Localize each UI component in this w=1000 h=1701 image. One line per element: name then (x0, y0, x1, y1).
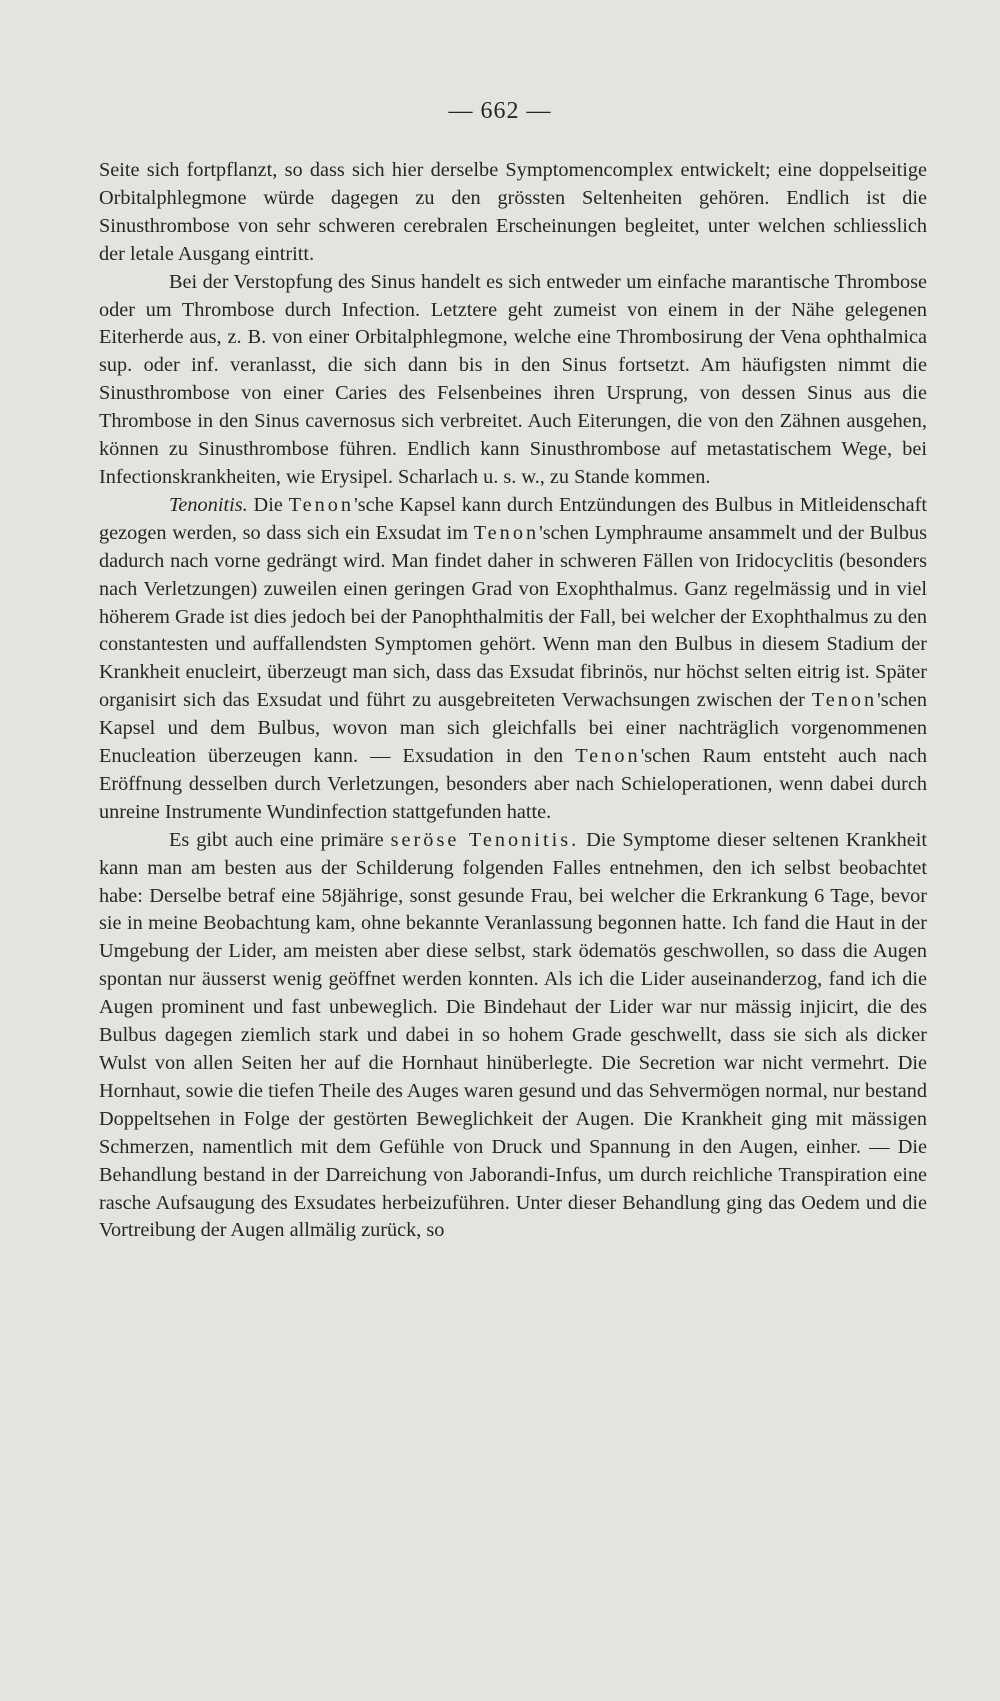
serous-tenonitis-term: seröse Tenonitis. (390, 828, 580, 851)
text-run: Es gibt auch eine primäre (169, 828, 391, 851)
text-run: Die (247, 493, 289, 516)
paragraph-serous-tenonitis (99, 827, 927, 1246)
text-run: 'sche Kapsel kann durch Entzündungen des Bulbus in Mitleidenschaft gezogen werden, so dass sich ein Exsudat im (99, 493, 927, 544)
text-run: 'schen Lymphraume ansammelt und der Bulbus dadurch nach vorne gedrängt wird. Man findet daher in schweren Fällen von Iridocyclitis (besonders nach Verletzungen) zuweilen einen geringen Grad von Exophthalmus. Ganz regelmässig und in viel höherem Grade ist dies jedoch bei der Panophthalmitis der Fall, bei welcher der Exophthalmus zu den constantesten und auffallendsten Symptomen gehört. Wenn man den Bulbus in diesem Stadium der Krankheit enucleirt, überzeugt man sich, dass das Exsudat fibrinös, nur höchst selten eitrig ist. Später organisirt sich das Exsudat und führt zu ausgebreiteten Verwachsungen zwischen der (99, 521, 927, 712)
paragraph-sinus-thrombosis-symptoms: Seite sich fortpflanzt, so dass sich hier derselbe Symptomencomplex entwickelt; eine doppelseitige Orbitalphlegmone würde dagegen zu den grössten Seltenheiten gehören. Endlich ist die Sinusthrombose von sehr schweren cerebralen Erscheinungen begleitet, unter welchen schliesslich der letale Ausgang eintritt. (99, 159, 927, 265)
paragraph-tenonitis (99, 492, 927, 827)
name-tenon: Tenon (288, 493, 355, 516)
text-run: 'schen Raum entsteht auch nach Eröffnung desselben durch Verletzungen, besonders aber nach Schieloperationen, wenn dabei durch unreine Instrumente Wundinfection stattgefunden hatte. (99, 745, 927, 823)
page-number: — 662 — (448, 98, 552, 124)
text-run: Die Symptome dieser seltenen Krankheit kann man am besten aus der Schilderung folgenden Falles entnehmen, den ich selbst beobachtet habe: Derselbe betraf eine 58jährige, sonst gesunde Frau, bei welcher die Erkrankung 6 Tage, bevor sie in meine Beobachtung kam, ohne bekannte Veranlassung begonnen hatte. Ich fand die Haut in der Umgebung der Lider, am meisten aber diese selbst, stark ödematös geschwollen, so dass die Augen spontan nur äusserst wenig geöffnet werden konnten. Als ich die Lider auseinanderzog, fand ich die Augen prominent und fast unbeweglich. Die Bindehaut der Lider war nur mässig injicirt, die des Bulbus dagegen ziemlich stark und dabei in so hohem Grade geschwellt, dass sie sich als dicker Wulst von allen Seiten her auf die Hornhaut hinüberlegte. Die Secretion war nicht vermehrt. Die Hornhaut, sowie die tiefen Theile des Auges waren gesund und das Sehvermögen normal, nur bestand Doppeltsehen in Folge der gestörten Beweglichkeit der Augen. Die Krankheit ging mit mässigen Schmerzen, namentlich mit dem Gefühle von Druck und Spannung in den Augen, einher. — Die Behandlung bestand in der Darreichung von Jaborandi-Infus, um durch reichliche Transpiration eine rasche Aufsaugung des Exsudates herbeizuführen. Unter dieser Behandlung ging das Oedem und die Vortreibung der Augen allmälig zurück, so (99, 828, 928, 1242)
name-tenon: Tenon (575, 745, 641, 768)
paragraph-sinus-thrombosis-causes: Bei der Verstopfung des Sinus handelt es sich entweder um einfache marantische Thrombose oder um Thrombose durch Infection. Letztere geht zumeist von einem in der Nähe gelegenen Eiterherde aus, z. B. von einer Orbitalphlegmone, welche eine Thrombosirung der Vena ophthalmica sup. oder inf. veranlasst, die sich dann bis in den Sinus fortsetzt. Am häufigsten nimmt die Sinusthrombose von einer Caries des Felsenbeines ihren Ursprung, von dessen Sinus aus die Thrombose in den Sinus cavernosus sich verbreitet. Auch Eiterungen, die von den Zähnen ausgehen, können zu Sinusthrombose führen. Endlich kann Sinusthrombose auf metastatischem Wege, bei Infectionskrankheiten, wie Erysipel. Scharlach u. s. w., zu Stande kommen. (99, 270, 927, 488)
name-tenon: Tenon (473, 521, 540, 544)
name-tenon: Tenon (811, 689, 878, 712)
tenonitis-heading: Tenonitis. (169, 493, 248, 516)
text-run: 'schen Kapsel und dem Bulbus, wovon man sich gleichfalls bei einer nachträglich vorgenommenen Enucleation überzeugen kann. — Exsudation in den (99, 689, 927, 768)
body-text (99, 157, 927, 1245)
